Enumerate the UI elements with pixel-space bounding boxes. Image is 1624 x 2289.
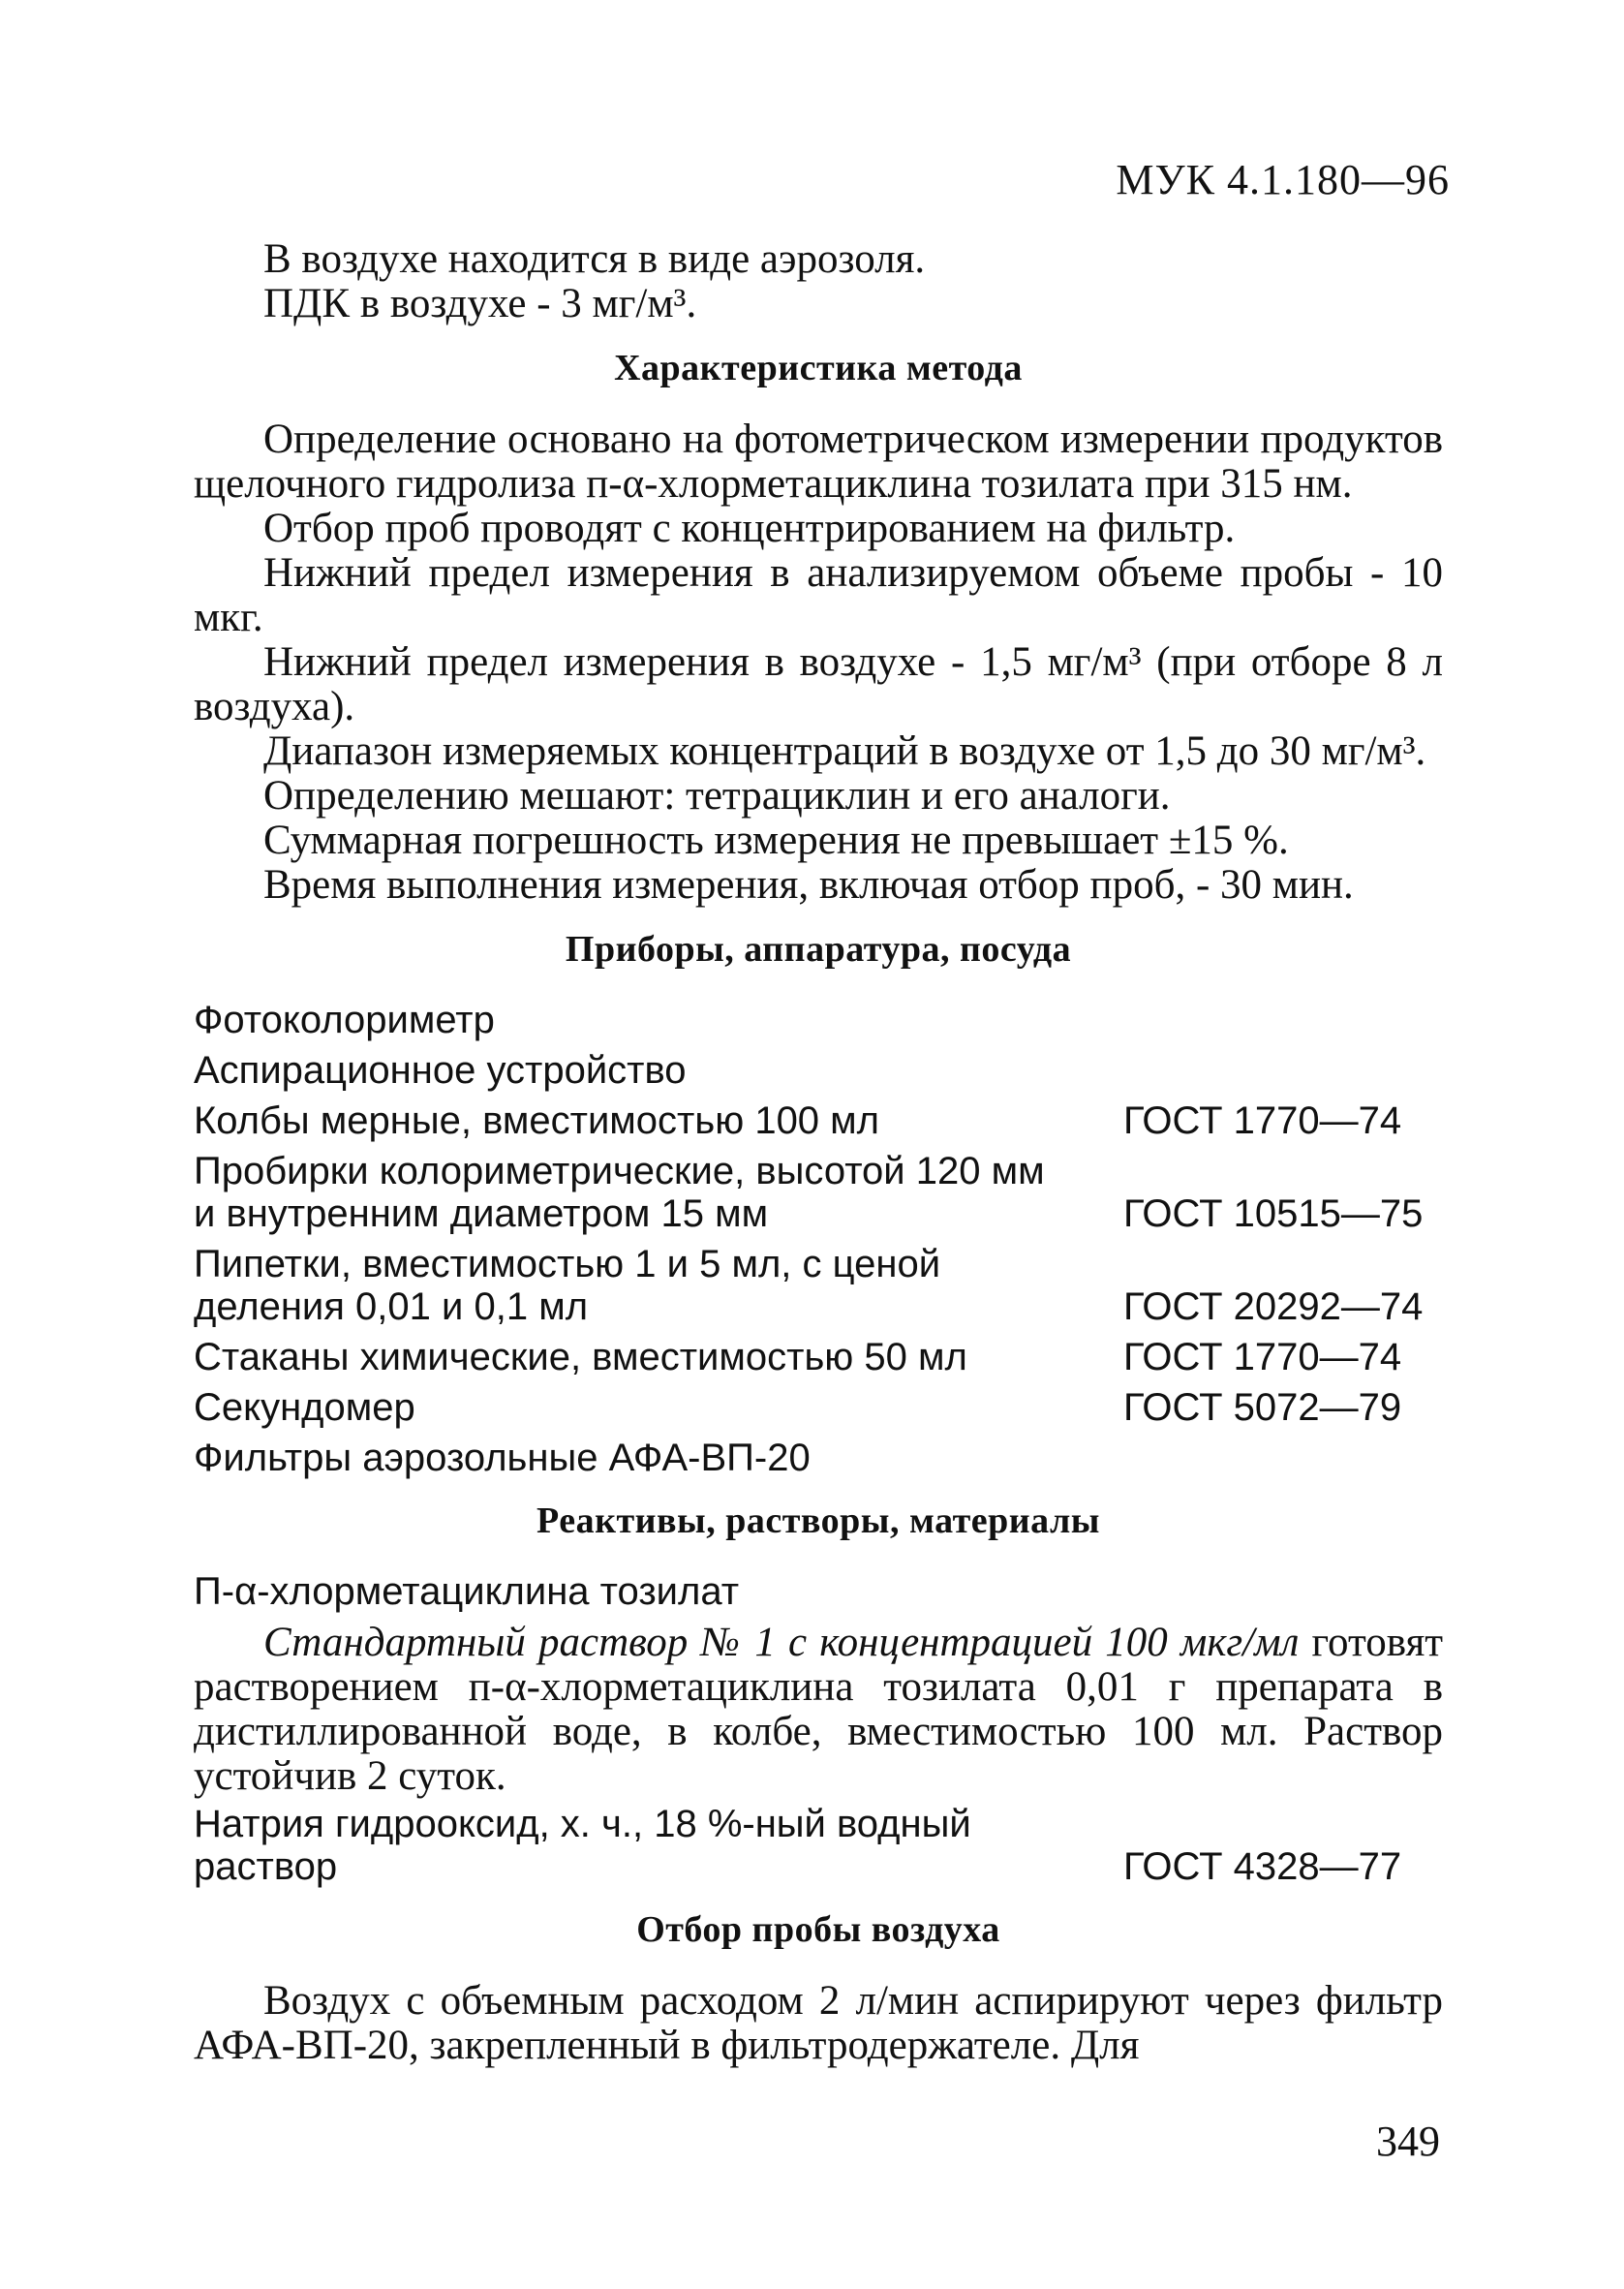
page-content (194, 237, 1443, 2068)
equipment-item (194, 1386, 1443, 1429)
method-paragraph: Определение основано на фотометрическом измерении продуктов щелочного гидролиза п-α-хлорметациклина тозилата при 315 нм. (194, 417, 1443, 507)
heading-reagents: Реактивы, растворы, материалы (536, 1500, 1100, 1541)
reagent-list (194, 1570, 1443, 1613)
equipment-list (194, 999, 1443, 1479)
intro-line-1: В воздухе находится в виде аэрозоля. (263, 236, 926, 282)
method-paragraph: Нижний предел измерения в анализируемом объеме пробы - 10 мкг. (194, 550, 1443, 640)
heading-equipment: Приборы, аппаратура, посуда (565, 929, 1072, 970)
document-code: МУК 4.1.180—96 (1116, 156, 1450, 203)
method-paragraph: Нижний предел измерения в воздухе - 1,5 мг/м³ (при отборе 8 л воздуха). (194, 639, 1443, 729)
reagent-name: Натрия гидрооксид, х. ч., 18 %-ный водный раствор (194, 1803, 971, 1888)
equipment-gost: ГОСТ 1770—74 (1123, 1336, 1402, 1378)
reagent-item: П-α-хлорметациклина тозилат (194, 1570, 740, 1613)
equipment-gost: ГОСТ 5072—79 (1123, 1386, 1402, 1429)
reagent-item (194, 1803, 1443, 1888)
equipment-name: Колбы мерные, вместимостью 100 мл (194, 1099, 880, 1142)
equipment-name: Секундомер (194, 1386, 415, 1429)
equipment-item (194, 1150, 1443, 1235)
page-number: 349 (1376, 2118, 1440, 2165)
equipment-item (194, 1336, 1443, 1378)
equipment-item (194, 1099, 1443, 1142)
equipment-gost: ГОСТ 1770—74 (1123, 1099, 1402, 1142)
equipment-gost: ГОСТ 10515—75 (1123, 1192, 1424, 1235)
sampling-paragraph: Воздух с объемным расходом 2 л/мин аспирируют через фильтр АФА-ВП-20, закрепленный в фильтродержателе. Для (194, 1978, 1443, 2068)
equipment-item (194, 1243, 1443, 1328)
equipment-name: Стаканы химические, вместимостью 50 мл (194, 1336, 967, 1378)
standard-solution-text: готовят растворением п-α-хлорметациклина тозилата 0,01 г препарата в дистиллированной воде, в колбе, вместимостью 100 мл. Раствор устойчив 2 суток. (194, 1620, 1444, 1799)
intro-line-2: ПДК в воздухе - 3 мг/м³. (263, 281, 697, 326)
method-paragraph: Время выполнения измерения, включая отбор проб, - 30 мин. (263, 862, 1354, 908)
equipment-item: Аспирационное устройство (194, 1049, 687, 1092)
method-paragraph: Отбор проб проводят с концентрированием на фильтр. (263, 506, 1236, 551)
reagent-list-2 (194, 1803, 1443, 1888)
method-paragraph: Диапазон измеряемых концентраций в воздухе от 1,5 до 30 мг/м³. (263, 728, 1426, 774)
equipment-gost: ГОСТ 20292—74 (1123, 1285, 1424, 1328)
method-paragraph: Суммарная погрешность измерения не превышает ±15 %. (263, 818, 1289, 863)
equipment-name: Пробирки колориметрические, высотой 120 мм и внутренним диаметром 15 мм (194, 1150, 1045, 1235)
heading-sampling: Отбор пробы воздуха (636, 1909, 1000, 1950)
heading-method: Характеристика метода (614, 348, 1023, 388)
standard-solution-paragraph (194, 1621, 1443, 1799)
equipment-name: Пипетки, вместимостью 1 и 5 мл, с ценой деления 0,01 и 0,1 мл (194, 1243, 941, 1328)
method-paragraph: Определению мешают: тетрациклин и его аналоги. (263, 773, 1171, 819)
equipment-item: Фильтры аэрозольные АФА-ВП-20 (194, 1437, 811, 1479)
standard-solution-title: Стандартный раствор № 1 с концентрацией 100 мкг/мл (263, 1620, 1300, 1665)
equipment-item: Фотоколориметр (194, 999, 495, 1041)
reagent-gost: ГОСТ 4328—77 (1123, 1845, 1402, 1888)
